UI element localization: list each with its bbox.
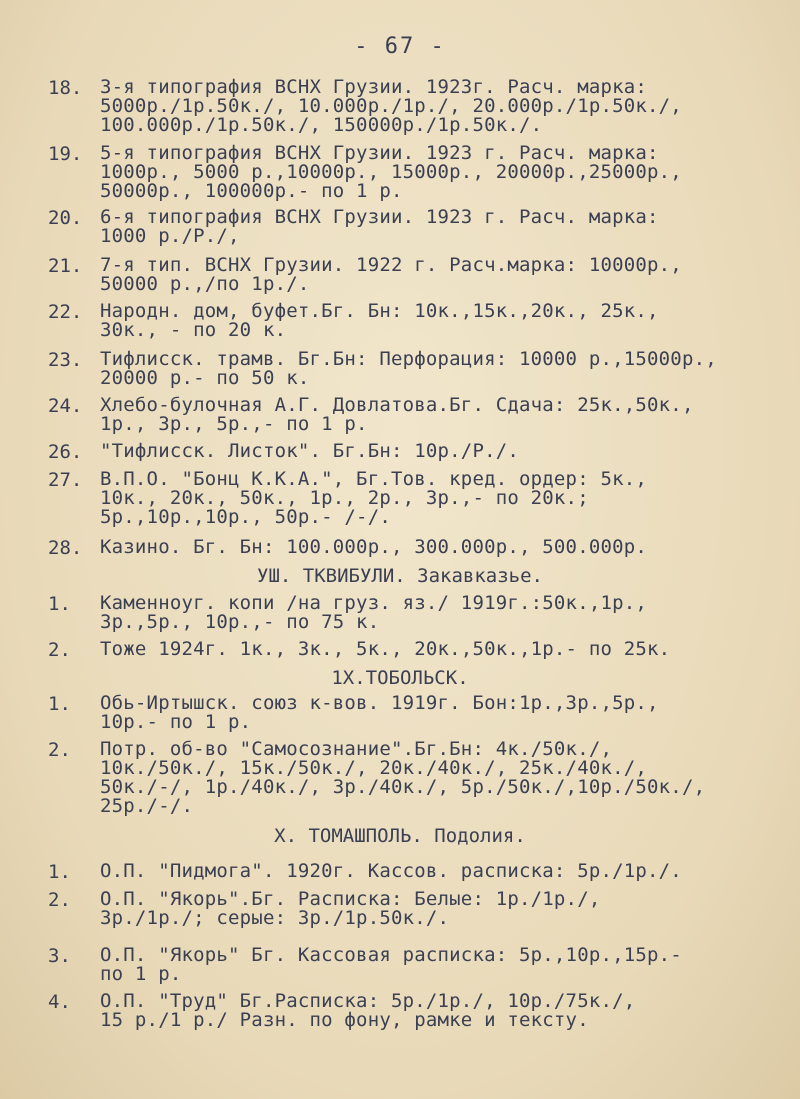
- entry-line: 50000р., 100000р.- по 1 р.: [100, 180, 403, 202]
- entry-number: 4.: [48, 991, 71, 1013]
- entry-number: 23.: [48, 349, 83, 371]
- entry-line: В.П.О. "Бонц К.К.А.", Бг.Тов. кред. ордер: 5к.,: [100, 468, 648, 490]
- entry-line: Обь-Иртышск. союз к-вов. 1919г. Бон:1р.,3р.,5р.,: [100, 692, 659, 714]
- entry-line: 7-я тип. ВСНХ Грузии. 1922 г. Расч.марка: 10000р.,: [100, 254, 682, 276]
- entry-number: 22.: [48, 301, 83, 323]
- entry-line: 5000р./1р.50к./, 10.000р./1р./, 20.000р./1р.50к./,: [100, 95, 682, 117]
- entry-number: 24.: [48, 395, 83, 417]
- section-heading: 1Х.ТОБОЛЬСК.: [331, 667, 469, 689]
- entry-line: 30к., - по 20 к.: [100, 319, 287, 341]
- entry-line: 3-я типография ВСНХ Грузии. 1923г. Расч. марка:: [100, 76, 648, 98]
- entry-line: О.П. "Якорь".Бг. Расписка: Белые: 1р./1р./,: [100, 888, 601, 910]
- entry-line: 10к., 20к., 50к., 1р., 2р., 3р.,- по 20к.;: [100, 487, 589, 509]
- entry-line: 1р., 3р., 5р.,- по 1 р.: [100, 413, 368, 435]
- entry-line: Тифлисск. трамв. Бг.Бн: Перфорация: 10000 р.,15000р.,: [100, 348, 717, 370]
- entry-line: 3р.,5р., 10р.,- по 75 к.: [100, 611, 380, 633]
- entry-line: 3р./1р./; серые: 3р./1р.50к./.: [100, 907, 450, 929]
- entry-number: 21.: [48, 255, 83, 277]
- entry-line: 15 р./1 р./ Разн. по фону, рамке и тексту.: [100, 1009, 589, 1031]
- entry-number: 1.: [48, 593, 71, 615]
- entry-line: "Тифлисск. Листок". Бг.Бн: 10р./Р./.: [100, 440, 520, 462]
- entry-line: 10к./50к./, 15к./50к./, 20к./40к./, 25к./40к./,: [100, 757, 648, 779]
- entry-line: 10р.- по 1 р.: [100, 711, 252, 733]
- entry-number: 1.: [48, 861, 71, 883]
- entry-line: Потр. об-во "Самосознание".Бг.Бн: 4к./50к./,: [100, 738, 613, 760]
- entry-line: Казино. Бг. Бн: 100.000р., 300.000р., 500.000р.: [100, 536, 648, 558]
- entry-line: 1000 р./Р./,: [100, 225, 240, 247]
- entry-line: 50к./-/, 1р./40к./, 3р./40к./, 5р./50к./,10р./50к./,: [100, 776, 706, 798]
- entry-line: 25р./-/.: [100, 795, 194, 817]
- entry-line: Каменноуг. копи /на груз. яз./ 1919г.:50к.,1р.,: [100, 592, 648, 614]
- entry-line: 5-я типография ВСНХ Грузии. 1923 г. Расч. марка:: [100, 142, 659, 164]
- section-heading: УШ. ТКВИБУЛИ. Закавказье.: [257, 565, 543, 587]
- entry-line: Народн. дом, буфет.Бг. Бн: 10к.,15к.,20к., 25к.,: [100, 300, 659, 322]
- page-number: - 67 -: [354, 34, 446, 59]
- entry-number: 18.: [48, 77, 83, 99]
- entry-line: по 1 р.: [100, 963, 182, 985]
- entry-line: О.П. "Труд" Бг.Расписка: 5р./1р./, 10р./75к./,: [100, 990, 636, 1012]
- entry-line: 6-я типография ВСНХ Грузии. 1923 г. Расч. марка:: [100, 206, 659, 228]
- entry-number: 3.: [48, 945, 71, 967]
- entry-number: 20.: [48, 207, 83, 229]
- entry-line: 100.000р./1р.50к./, 150000р./1р.50к./.: [100, 114, 543, 136]
- entry-line: 1000р., 5000 р.,10000р., 15000р., 20000р.,25000р.,: [100, 161, 682, 183]
- entry-line: Хлебо-булочная А.Г. Довлатова.Бг. Сдача: 25к.,50к.,: [100, 394, 694, 416]
- entry-line: 20000 р.- по 50 к.: [100, 367, 310, 389]
- entry-line: 5р.,10р.,10р., 50р.- /-/.: [100, 506, 391, 528]
- entry-number: 2.: [48, 739, 71, 761]
- entry-number: 19.: [48, 143, 83, 165]
- entry-number: 1.: [48, 693, 71, 715]
- entry-line: 50000 р.,/по 1р./.: [100, 273, 310, 295]
- section-heading: Х. ТОМАШПОЛЬ. Подолия.: [274, 825, 526, 847]
- entry-number: 26.: [48, 441, 83, 463]
- entry-number: 2.: [48, 639, 71, 661]
- entry-number: 2.: [48, 889, 71, 911]
- entry-number: 27.: [48, 469, 83, 491]
- entry-line: О.П. "Якорь" Бг. Кассовая расписка: 5р.,10р.,15р.-: [100, 944, 682, 966]
- entry-line: О.П. "Пидмога". 1920г. Кассов. расписка: 5р./1р./.: [100, 860, 682, 882]
- entry-line: Тоже 1924г. 1к., 3к., 5к., 20к.,50к.,1р.- по 25к.: [100, 638, 671, 660]
- entry-number: 28.: [48, 537, 83, 559]
